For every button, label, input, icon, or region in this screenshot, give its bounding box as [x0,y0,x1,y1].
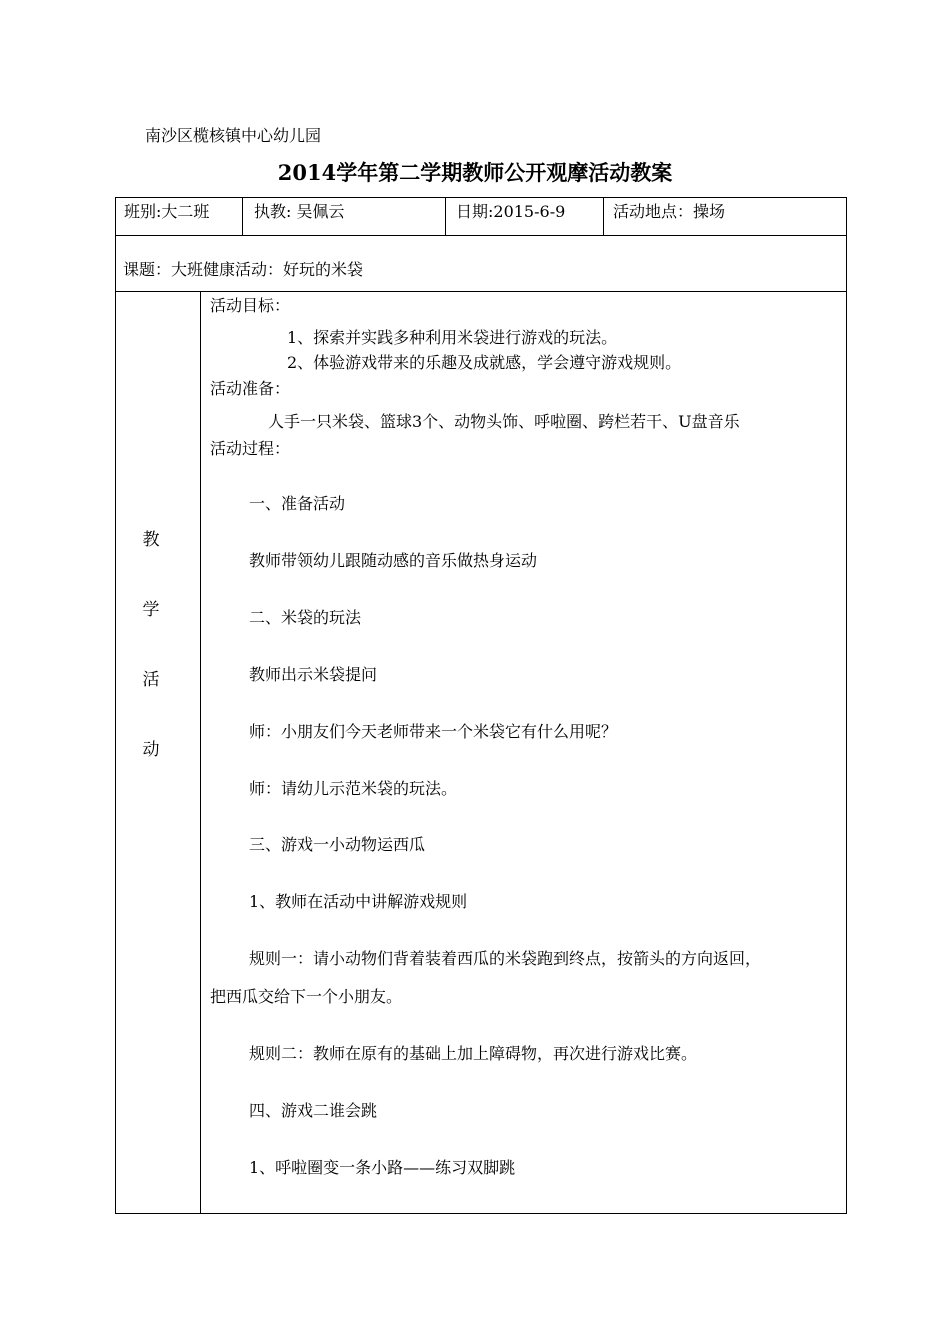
side-label-char: 学 [142,600,160,620]
goals-heading: 活动目标： [210,296,291,315]
school-name: 南沙区榄核镇中心幼儿园 [145,126,322,145]
table-divider [115,235,847,236]
document-title: 2014学年第二学期教师公开观摩活动教案 [277,160,673,185]
process-paragraph: 三、游戏一小动物运西瓜 [249,835,426,854]
process-paragraph: 教师出示米袋提问 [249,665,378,684]
goal-item: 1、探索并实践多种利用米袋进行游戏的玩法。 [287,328,618,347]
process-paragraph: 师：请幼儿示范米袋的玩法。 [249,779,458,798]
table-divider [603,197,604,235]
process-paragraph: 规则一：请小动物们背着装着西瓜的米袋跑到终点，按箭头的方向返回， [249,949,762,968]
table-divider [115,291,847,292]
process-paragraph: 规则二：教师在原有的基础上加上障碍物，再次进行游戏比赛。 [249,1044,698,1063]
prep-text: 人手一只米袋、篮球3个、动物头饰、呼啦圈、跨栏若干、U盘音乐 [268,412,740,431]
topic-cell: 课题：大班健康活动：好玩的米袋 [123,260,364,279]
process-paragraph: 四、游戏二谁会跳 [249,1101,378,1120]
side-label-char: 教 [142,530,160,550]
process-paragraph: 师：小朋友们今天老师带来一个米袋它有什么用呢？ [249,722,618,741]
table-divider [445,197,446,235]
side-label-char: 活 [142,670,160,690]
process-paragraph: 二、米袋的玩法 [249,608,362,627]
prep-heading: 活动准备： [210,379,291,398]
process-paragraph: 1、教师在活动中讲解游戏规则 [249,892,468,911]
process-heading: 活动过程： [210,439,291,458]
teacher-cell: 执教: 吴佩云 [254,202,345,221]
process-paragraph: 一、准备活动 [249,494,346,513]
process-paragraph: 把西瓜交给下一个小朋友。 [210,987,403,1006]
table-divider [242,197,243,235]
goal-item: 2、体验游戏带来的乐趣及成就感，学会遵守游戏规则。 [287,353,682,372]
side-label-char: 动 [142,740,160,760]
process-paragraph: 1、呼啦圈变一条小路——练习双脚跳 [249,1158,516,1177]
table-divider [200,291,201,1214]
date-cell: 日期:2015-6-9 [456,202,566,221]
process-paragraph: 教师带领幼儿跟随动感的音乐做热身运动 [249,551,538,570]
class-cell: 班别:大二班 [124,202,210,221]
location-cell: 活动地点：操场 [613,202,726,221]
